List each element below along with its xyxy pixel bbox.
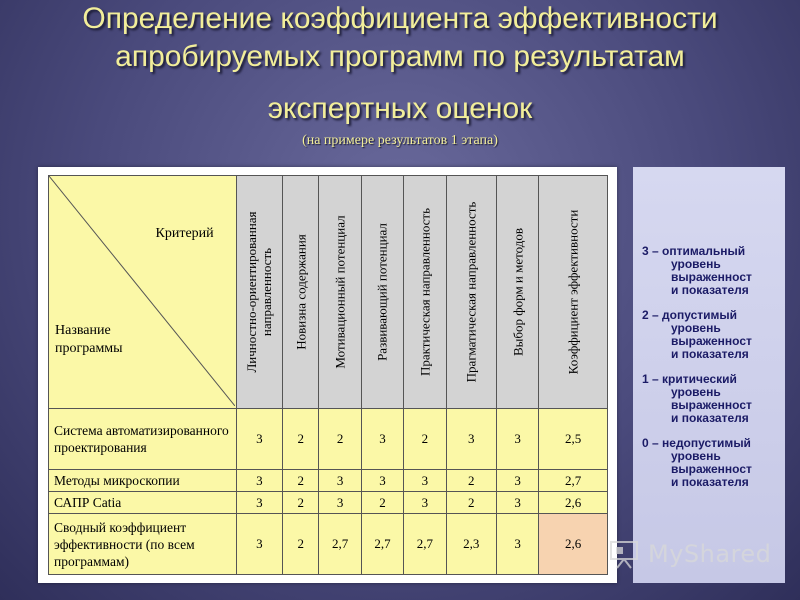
- title-line-2: апробируемых программ по результатам: [115, 40, 685, 73]
- score-cell: 2,7: [404, 514, 446, 575]
- title-line-1: Определение коэффициента эффективности: [82, 2, 718, 35]
- score-cell: 2: [283, 492, 319, 514]
- criteria-label: Критерий: [155, 226, 214, 241]
- table-header-row: [49, 176, 608, 409]
- score-cell: 3: [496, 469, 538, 491]
- coefficient-cell: 2,6: [539, 492, 608, 514]
- header-corner-cell: [49, 176, 237, 409]
- table-panel: [38, 167, 617, 583]
- legend-item: 0 – недопустимый уровень выраженност и показателя: [642, 436, 752, 489]
- column-header: Личностно-ориентированная направленность: [236, 176, 282, 409]
- score-cell: 3: [496, 492, 538, 514]
- score-cell: 2: [404, 409, 446, 470]
- score-cell: 2,3: [446, 514, 496, 575]
- table-row: [49, 492, 608, 514]
- coefficient-cell: 2,5: [539, 409, 608, 470]
- program-name-cell: Сводный коэффициент эффективности (по всем программам): [49, 514, 237, 575]
- program-name-line-1: Название: [55, 323, 111, 338]
- score-cell: 2: [283, 514, 319, 575]
- score-cell: 3: [319, 492, 361, 514]
- slide-subtitle: (на примере результатов 1 этапа): [302, 133, 498, 148]
- score-cell: 2,7: [361, 514, 403, 575]
- watermark-text: MyShared: [648, 540, 772, 568]
- score-cell: 3: [446, 409, 496, 470]
- legend-item: 3 – оптимальный уровень выраженност и показателя: [642, 244, 752, 297]
- legend-head: 0 – недопустимый: [642, 436, 751, 450]
- table-row-summary: [49, 514, 608, 575]
- column-header: Новизна содержания: [283, 176, 319, 409]
- table-row: [49, 469, 608, 491]
- column-header: Развивающий потенциал: [361, 176, 403, 409]
- score-cell: 3: [404, 469, 446, 491]
- score-cell: 2: [283, 469, 319, 491]
- score-cell: 2: [446, 469, 496, 491]
- score-cell: 3: [361, 409, 403, 470]
- column-header: Практическая направленность: [404, 176, 446, 409]
- legend-head: 1 – критический: [642, 372, 737, 386]
- score-cell: 2: [319, 409, 361, 470]
- legend-head: 2 – допустимый: [642, 308, 738, 322]
- score-cell: 3: [496, 409, 538, 470]
- score-cell: 3: [236, 492, 282, 514]
- legend-head: 3 – оптимальный: [642, 244, 746, 258]
- diagonal-divider: [49, 176, 235, 406]
- column-header: Коэффициент эффективности: [539, 176, 608, 409]
- program-name-cell: САПР Catia: [49, 492, 237, 514]
- title-line-3: экспертных оценок: [267, 92, 533, 125]
- score-cell: 2: [446, 492, 496, 514]
- score-cell: 2: [283, 409, 319, 470]
- column-header: Выбор форм и методов: [496, 176, 538, 409]
- score-cell: 3: [404, 492, 446, 514]
- table-row: [49, 409, 608, 470]
- program-name-cell: Методы микроскопии: [49, 469, 237, 491]
- program-name-line-2: программы: [55, 341, 123, 356]
- score-cell: 3: [236, 469, 282, 491]
- coefficient-cell: 2,7: [539, 469, 608, 491]
- legend-item: 2 – допустимый уровень выраженност и показателя: [642, 308, 752, 361]
- score-cell: 3: [236, 409, 282, 470]
- score-cell: 3: [496, 514, 538, 575]
- column-header: Мотивационный потенциал: [319, 176, 361, 409]
- column-header: Прагматическая направленность: [446, 176, 496, 409]
- score-cell: 2,7: [319, 514, 361, 575]
- legend-panel: [633, 167, 785, 583]
- score-cell: 2: [361, 492, 403, 514]
- program-name-cell: Система автоматизированного проектирования: [49, 409, 237, 470]
- program-name-label: [55, 322, 123, 358]
- watermark: [608, 536, 778, 572]
- score-cell: 3: [236, 514, 282, 575]
- presentation-board-icon: [608, 538, 642, 570]
- score-cell: 3: [319, 469, 361, 491]
- evaluation-table: [48, 175, 608, 575]
- coefficient-cell-highlighted: 2,6: [539, 514, 608, 575]
- score-cell: 3: [361, 469, 403, 491]
- legend-item: 1 – критический уровень выраженност и показателя: [642, 372, 752, 425]
